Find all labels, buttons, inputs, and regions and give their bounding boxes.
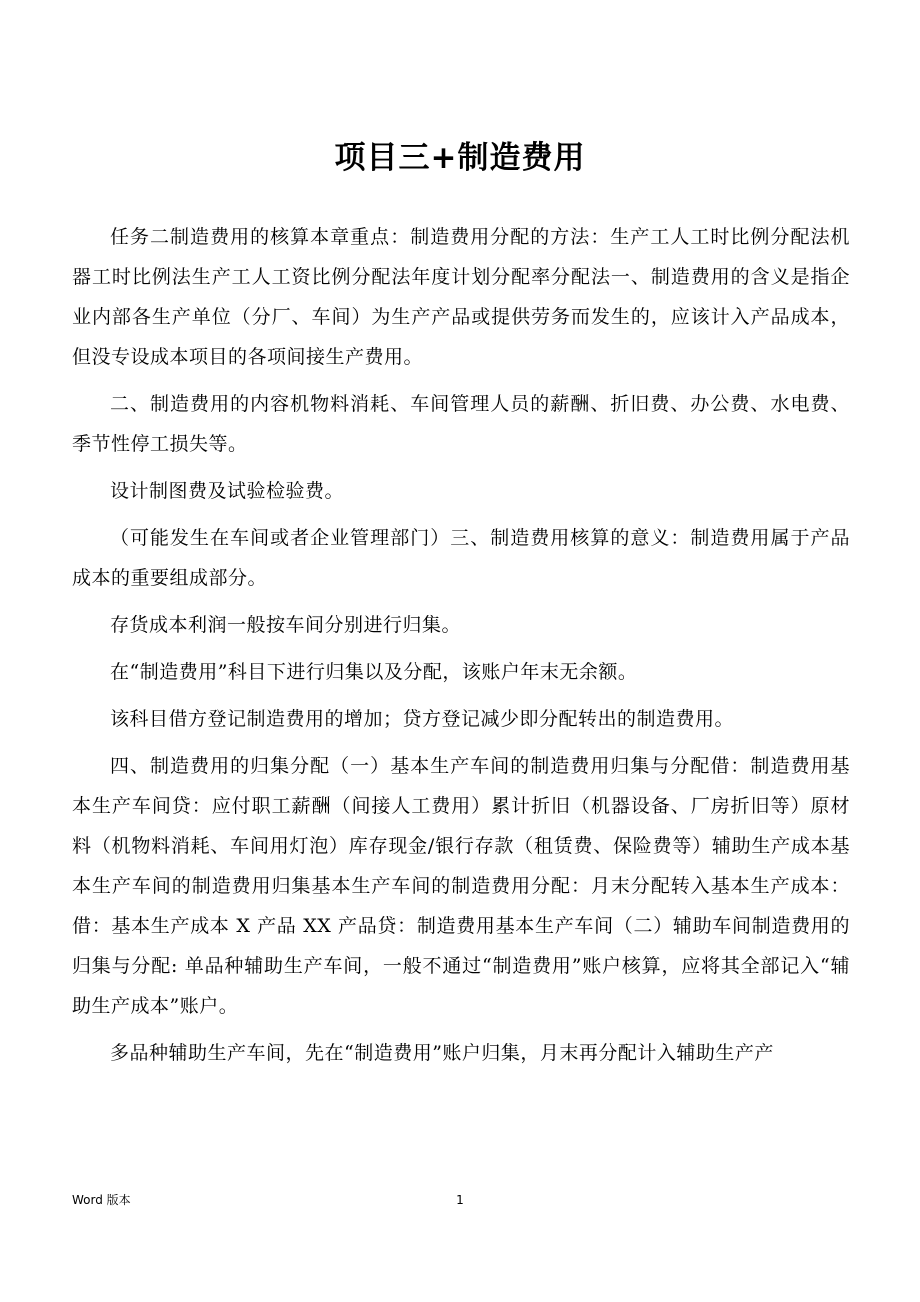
- paragraph: 四、制造费用的归集分配（一）基本生产车间的制造费用归集与分配借：制造费用基本生产车间贷：应付职工薪酬（间接人工费用）累计折旧（机器设备、厂房折旧等）原材料（机物料消耗、车间用灯泡）库存现金/银行存款（租赁费、保险费等）辅助生产成本基本生产车间的制造费用归集基本生产车间的制造费用分配：月末分配转入基本生产成本：借：基本生产成本 X 产品 XX 产品贷：制造费用基本生产车间（二）辅助车间制造费用的归集与分配: 单品种辅助生产车间，一般不通过“制造费用”账户核算，应将其全部记入“辅助生产成本”账户。: [72, 755, 850, 1017]
- paragraph: 多品种辅助生产车间，先在“制造费用”账户归集，月末再分配计入辅助生产产: [110, 1042, 774, 1064]
- paragraph: （可能发生在车间或者企业管理部门）三、制造费用核算的意义：制造费用属于产品成本的重要组成部分。: [72, 527, 850, 589]
- document-title: 项目三+制造费用: [334, 140, 586, 176]
- paragraph: 该科目借方登记制造费用的增加；贷方登记减少即分配转出的制造费用。: [110, 708, 735, 730]
- document-body: [72, 217, 850, 1080]
- paragraph: 存货成本利润一般按车间分别进行归集。: [110, 614, 462, 636]
- paragraph: 二、制造费用的内容机物料消耗、车间管理人员的薪酬、折旧费、办公费、水电费、季节性停工损失等。: [72, 393, 850, 455]
- paragraph: 任务二制造费用的核算本章重点：制造费用分配的方法：生产工人工时比例分配法机器工时比例法生产工人工资比例分配法年度计划分配率分配法一、制造费用的含义是指企业内部各生产单位（分厂、车间）为生产产品或提供劳务而发生的，应该计入产品成本，但没专设成本项目的各项间接生产费用。: [72, 226, 850, 368]
- footer-version-label: Word 版本: [72, 1193, 131, 1207]
- footer-page-number: 1: [456, 1193, 464, 1207]
- paragraph: 在“制造费用”科目下进行归集以及分配，该账户年末无余额。: [110, 661, 638, 683]
- paragraph: 设计制图费及试验检验费。: [110, 480, 345, 502]
